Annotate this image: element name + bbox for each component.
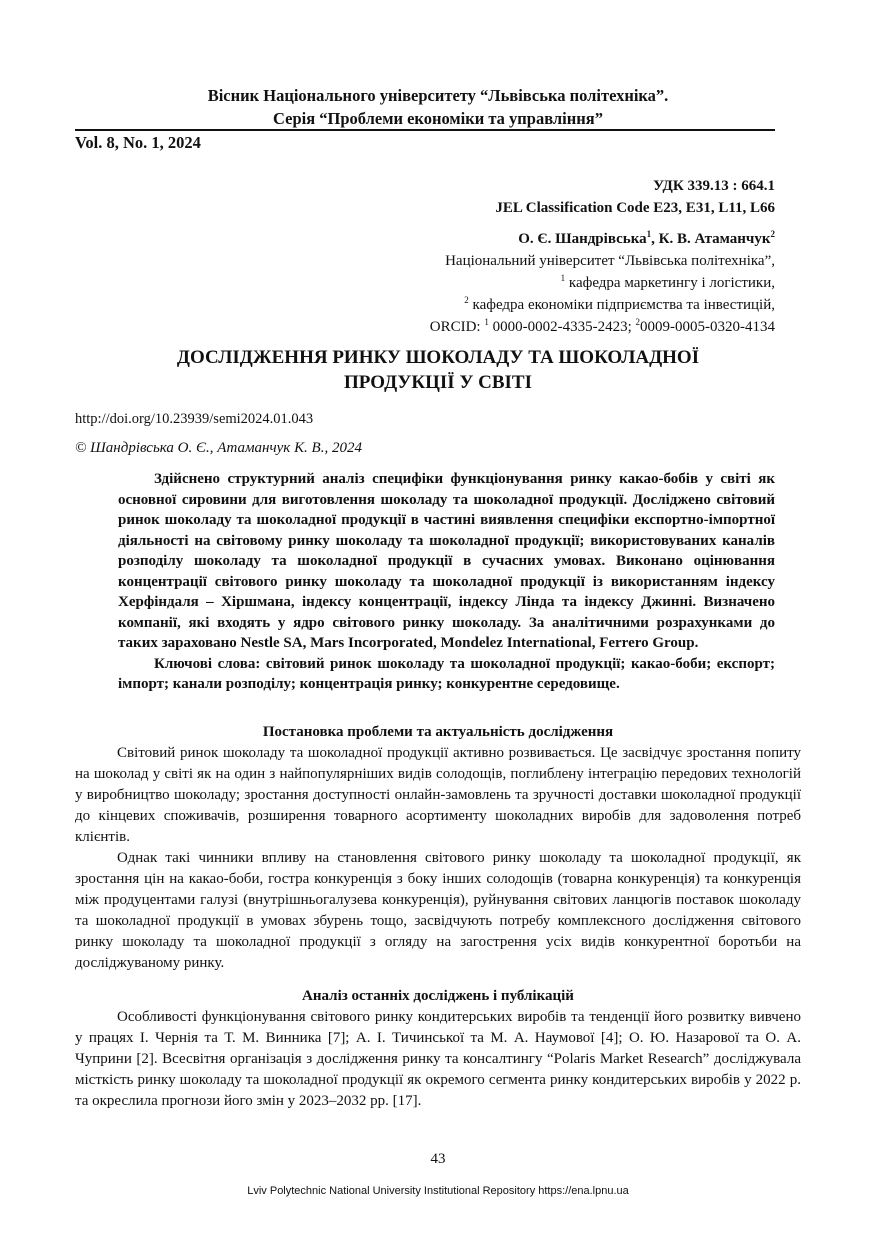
journal-header (75, 84, 801, 130)
paper-title: ДОСЛІДЖЕННЯ РИНКУ ШОКОЛАДУ ТА ШОКОЛАДНОЇ ПРОДУКЦІЇ У СВІТІ (176, 347, 700, 393)
journal-series: Серія “Проблеми економіки та управління” (273, 109, 603, 128)
journal-name: Вісник Національного університету “Львівська політехніка”. (207, 86, 669, 105)
department-2: $^2$ кафедра економіки підприємства та інвестицій, (464, 295, 775, 313)
section-heading-problem: Постановка проблеми та актуальність дослідження (262, 724, 614, 740)
body-text (75, 722, 801, 1112)
jel-code: JEL Classification Code E23, E31, L11, L66 (495, 200, 775, 216)
abstract (118, 469, 775, 695)
department-1: $^1$ кафедра маркетингу і логістики, (560, 273, 775, 291)
paragraph: Особливості функціонування світового ринку кондитерських виробів та тенденції його розвитку вивчено у працях І. Чернія та Т. М. Винника [7]; А. І. Тичинської та М. А. Наумової [4]; О. Ю. Назарової та О. А. Чуприни [2]. Всесвітня організація з дослідження ринку та консалтингу “Polaris Market Research” досліджувала місткість ринку шоколаду та шоколадної продукції як окремого сегмента ринку кондитерських виробів у 2022 р. та окреслила прогнози його змін у 2023–2032 рр. [17]. (75, 1009, 801, 1109)
paragraph: Світовий ринок шоколаду та шоколадної продукції активно розвивається. Це засвідчує зростання попиту на шоколад у світі як на один з найпопулярніших видів солодощів, поглиблену інтеграцію передових технологій у виробництво шоколаду; зростання доступності онлайн-замовлень та зручності доставки шоколадної продукції до кінцевих споживачів, розширення товарного асортименту шоколадних виробів для задоволення потреб клієнтів. (75, 745, 801, 845)
abstract-text: Здійснено структурний аналіз специфіки функціонування ринку какао-бобів у світі як основної сировини для виготовлення шоколаду та шоколадної продукції. Досліджено світовий ринок шоколаду та шоколадної продукції в частині виявлення специфіки експортно-імпортної діяльності на світовому ринку шоколаду та шоколадної продукції; використовуваних каналів розподілу шоколаду та шоколадної продукції в сучасних умовах. Виконано оцінювання концентрації світового ринку шоколаду та шоколадної продукції із використанням індексу Херфіндаля – Хіршмана, індексу концентрації, індексу Лінда та індексу Джинні. Визначено компанії, які входять у ядро світового ринку шоколаду. За аналітичними розрахунками до таких зараховано Nestle SA, Mars Incorporated, Mondelez International, Ferrero Group. (118, 471, 775, 651)
author-1: О. Є. Шандрівська (518, 231, 647, 247)
author-2: К. В. Атаманчук (658, 231, 771, 247)
volume-info: Vol. 8, No. 1, 2024 (75, 133, 201, 152)
paragraph: Однак такі чинники впливу на становлення світового ринку шоколаду та шоколадної продукції, як зростання цін на какао-боби, гостра конкуренція з боку інших солодощів (товарна конкуренція) та конкуренція між продуцентами галузі (внутрішньогалузева конкуренція), руйнування світових ланцюгів поставок шоколаду та шоколадної продукції в умовах збурень тощо, засвідчують потребу комплексного дослідження світового ринку шоколаду та шоколадної продукції з огляду на загострення усіх видів конкурентної боротьби на досліджуваному ринку. (75, 850, 801, 971)
keywords: Ключові слова: світовий ринок шоколаду та шоколадної продукції; какао-боби; експорт; імпорт; канали розподілу; концентрація ринку; конкурентне середовище. (118, 655, 775, 692)
header-divider (75, 129, 775, 131)
udk-code: УДК 339.13 : 664.1 (653, 178, 775, 194)
page-number: 43 (430, 1151, 446, 1167)
author-names: О. Є. Шандрівська$^1$, К. В. Атаманчук$^2$ (518, 229, 775, 247)
author-block (430, 228, 775, 338)
repository-footer: Lviv Polytechnic National University Institutional Repository https://ena.lpnu.ua (247, 1185, 629, 1197)
affiliation: Національний університет “Львівська політехніка”, (445, 253, 775, 269)
classification-block (495, 175, 775, 219)
orcid-line: ORCID: $^1$ 0000-0002-4335-2423; $^2$0009-0005-0320-4134 (429, 317, 775, 335)
doi-link[interactable]: http://doi.org/10.23939/semi2024.01.043 (75, 411, 314, 427)
copyright: © Шандрівська О. Є., Атаманчук К. В., 2024 (75, 440, 362, 456)
section-heading-literature: Аналіз останніх досліджень і публікацій (302, 988, 574, 1004)
